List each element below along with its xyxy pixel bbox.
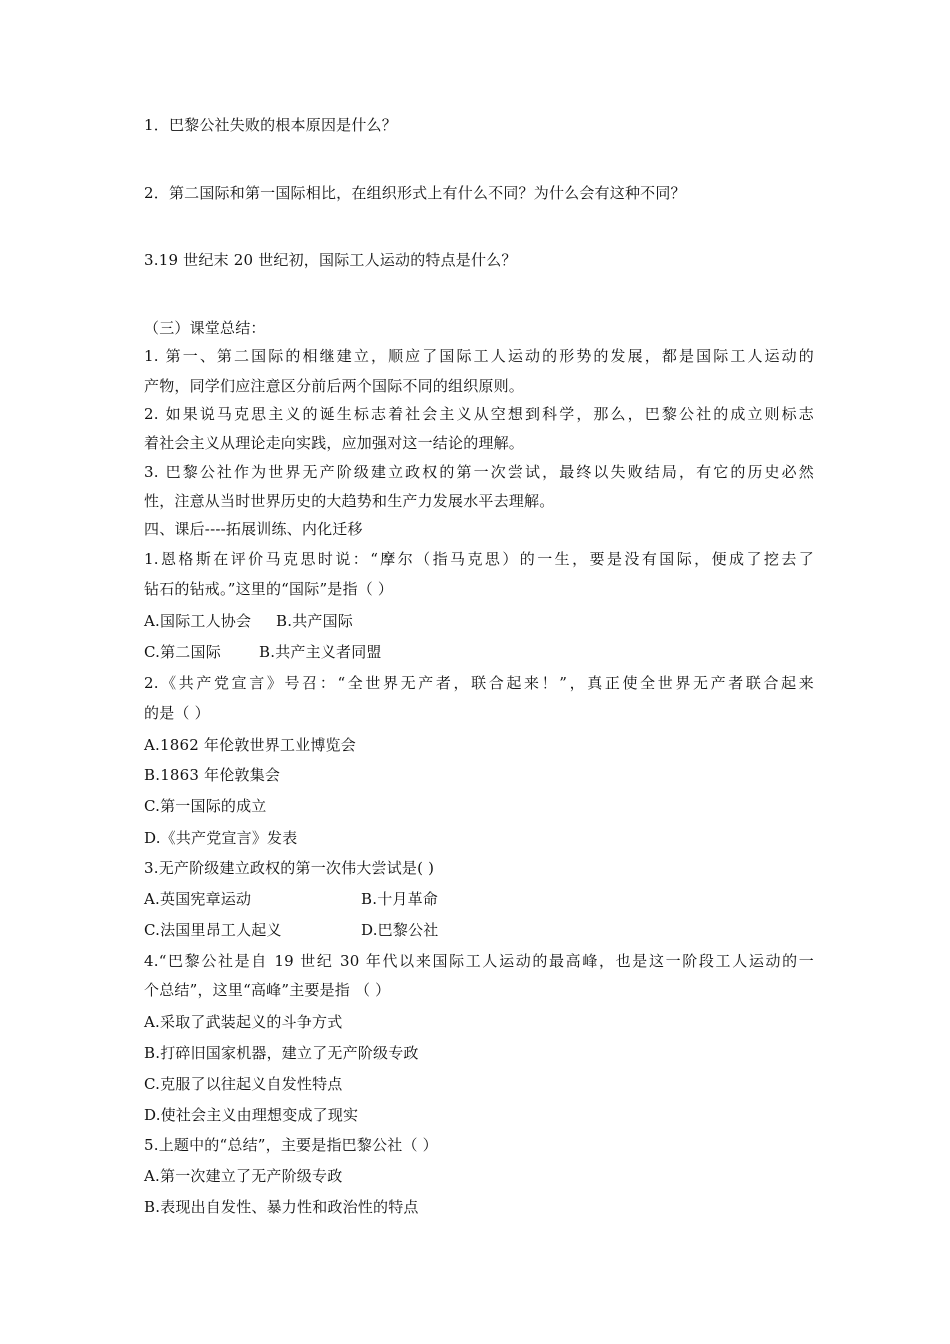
exercise-2-option-a: A.1862 年伦敦世界工业博览会: [144, 736, 356, 754]
summary-heading: （三）课堂总结：: [144, 319, 266, 337]
exercise-4-option-a: A.采取了武装起义的斗争方式: [144, 1013, 343, 1031]
exercise-2-option-d: D.《共产党宣言》发表: [144, 829, 298, 847]
exercise-2-line-1: 2.《共产党宣言》号召：“全世界无产者，联合起来！”，真正使全世界无产者联合起来: [144, 674, 814, 692]
summary-point-2-line-1: 2. 如果说马克思主义的诞生标志着社会主义从空想到科学，那么，巴黎公社的成立则标志: [144, 405, 814, 423]
exercise-4-line-2: 个总结”，这里“高峰”主要是指 （ ）: [144, 981, 391, 999]
exercise-4-line-1: 4.“巴黎公社是自 19 世纪 30 年代以来国际工人运动的最高峰，也是这一阶段工人运动的一: [144, 952, 814, 970]
exercise-5-option-a: A.第一次建立了无产阶级专政: [144, 1167, 343, 1185]
summary-point-1-line-2: 产物，同学们应注意区分前后两个国际不同的组织原则。: [144, 377, 525, 395]
exercise-4-option-d: D.使社会主义由理想变成了现实: [144, 1106, 359, 1124]
question-3: 3.19 世纪末 20 世纪初，国际工人运动的特点是什么？: [144, 251, 517, 269]
summary-point-2-line-2: 着社会主义从理论走向实践，应加强对这一结论的理解。: [144, 434, 525, 452]
exercise-5-option-b: B.表现出自发性、暴力性和政治性的特点: [144, 1198, 419, 1216]
question-1: 1．巴黎公社失败的根本原因是什么？: [144, 116, 397, 134]
exercise-2-option-b: B.1863 年伦敦集会: [144, 766, 281, 784]
exercise-3-option-c: C.法国里昂工人起义: [144, 921, 282, 939]
exercise-1-line-1: 1.恩格斯在评价马克思时说：“摩尔（指马克思）的一生，要是没有国际，便成了挖去了: [144, 550, 814, 568]
exercise-1-option-b: B.共产国际: [276, 612, 353, 630]
exercise-1-option-d: B.共产主义者同盟: [259, 643, 382, 661]
exercise-2-option-c: C.第一国际的成立: [144, 797, 267, 815]
exercise-3-line-1: 3.无产阶级建立政权的第一次伟大尝试是( ): [144, 859, 435, 877]
exercise-1-line-2: 钻石的钻戒。”这里的“国际”是指（ ）: [144, 580, 394, 598]
summary-point-3-line-1: 3. 巴黎公社作为世界无产阶级建立政权的第一次尝试，最终以失败结局，有它的历史必然: [144, 463, 814, 481]
exercise-1-option-a: A.国际工人协会: [144, 612, 252, 630]
exercise-3-option-d: D.巴黎公社: [361, 921, 439, 939]
summary-point-3-line-2: 性，注意从当时世界历史的大趋势和生产力发展水平去理解。: [144, 492, 555, 510]
exercise-4-option-c: C.克服了以往起义自发性特点: [144, 1075, 343, 1093]
summary-point-1-line-1: 1. 第一、第二国际的相继建立，顺应了国际工人运动的形势的发展，都是国际工人运动的: [144, 347, 814, 365]
exercise-5-line-1: 5.上题中的“总结”，主要是指巴黎公社（ ）: [144, 1136, 438, 1154]
section-4-heading: 四、课后----拓展训练、内化迁移: [144, 520, 363, 538]
exercise-1-option-c: C.第二国际: [144, 643, 221, 661]
question-2: 2．第二国际和第一国际相比，在组织形式上有什么不同？为什么会有这种不同？: [144, 184, 686, 202]
exercise-2-line-2: 的是（ ）: [144, 704, 210, 722]
exercise-3-option-a: A.英国宪章运动: [144, 890, 252, 908]
exercise-3-option-b: B.十月革命: [361, 890, 438, 908]
exercise-4-option-b: B.打碎旧国家机器，建立了无产阶级专政: [144, 1044, 419, 1062]
